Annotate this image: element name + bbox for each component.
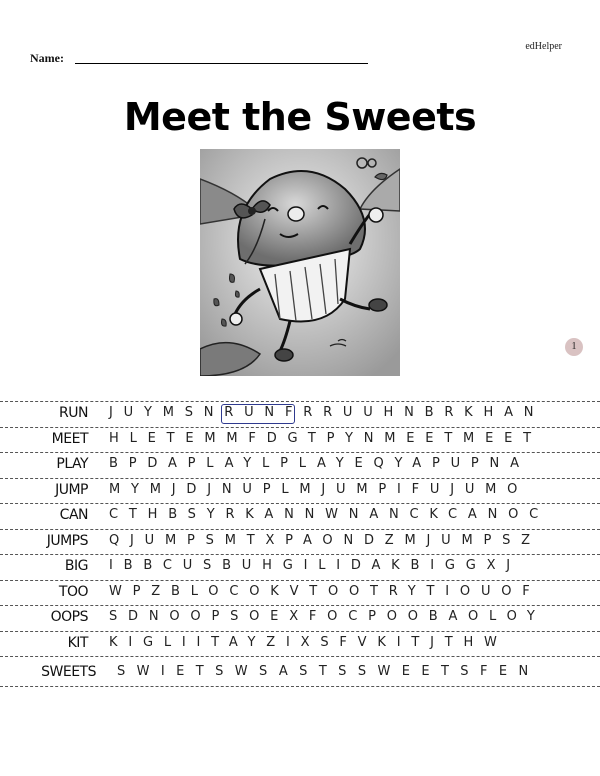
- brand-label: edHelper: [525, 41, 562, 52]
- row-word: PLAY: [56, 456, 88, 472]
- row-letters[interactable]: MYMJDJNUPLMJUMPIFUJUMO: [109, 481, 529, 497]
- row-word: MEET: [51, 430, 88, 447]
- name-label: Name:: [30, 51, 64, 65]
- row-letters[interactable]: SWIETSWSASTSSWEETSFEN: [117, 664, 540, 679]
- row-letters[interactable]: IBBCUSBUHGILIDAKBIGGXJ: [109, 558, 521, 573]
- found-word-highlight: [221, 404, 295, 424]
- puzzle-row: [0, 503, 600, 529]
- puzzle-row: [0, 452, 600, 478]
- row-letters[interactable]: BPDAPLAYLPLAYEQYAPUPNA: [109, 456, 530, 471]
- puzzle-row: [0, 554, 600, 580]
- row-letters[interactable]: JUYMSNRUNFRRUUHNBRKHAN: [109, 405, 545, 420]
- name-input-line[interactable]: [75, 63, 368, 64]
- puzzle-row: [0, 580, 600, 606]
- row-letters[interactable]: HLETEMMFDGTPYNMEETMEET: [109, 430, 542, 446]
- row-word: OOPS: [50, 609, 88, 625]
- puzzle-row: [0, 631, 600, 657]
- row-word: CAN: [59, 507, 88, 523]
- puzzle-row: [0, 401, 600, 427]
- row-word: JUMPS: [46, 532, 88, 549]
- row-letters[interactable]: QJUMPSMTXPAONDZMJUMPSZ: [109, 532, 541, 548]
- page-number-badge: 1: [565, 338, 583, 356]
- page-title: Meet the Sweets: [123, 95, 477, 139]
- puzzle-row: [0, 529, 600, 555]
- word-search-grid: [0, 401, 600, 687]
- puzzle-row: [0, 656, 600, 687]
- puzzle-row: [0, 605, 600, 631]
- row-letters[interactable]: WPZBLOCOKVTOOTRYTIOUOF: [109, 583, 541, 599]
- row-word: SWEETS: [41, 664, 96, 680]
- row-letters[interactable]: KIGLIITAYZIXSFVKITJTHW: [109, 634, 508, 650]
- row-letters[interactable]: SDNOOPSOEXFOCPOOBAOLOY: [109, 609, 546, 624]
- row-word: TOO: [58, 583, 88, 600]
- puzzle-row: [0, 478, 600, 504]
- puzzle-row: [0, 427, 600, 453]
- row-word: JUMP: [55, 481, 88, 498]
- row-letters[interactable]: CTHBSYRKANNWNANCKCANOC: [109, 507, 550, 522]
- row-word: RUN: [59, 405, 88, 421]
- row-word: BIG: [64, 558, 88, 574]
- muffin-character-illustration: [200, 149, 400, 376]
- row-word: KIT: [67, 634, 88, 651]
